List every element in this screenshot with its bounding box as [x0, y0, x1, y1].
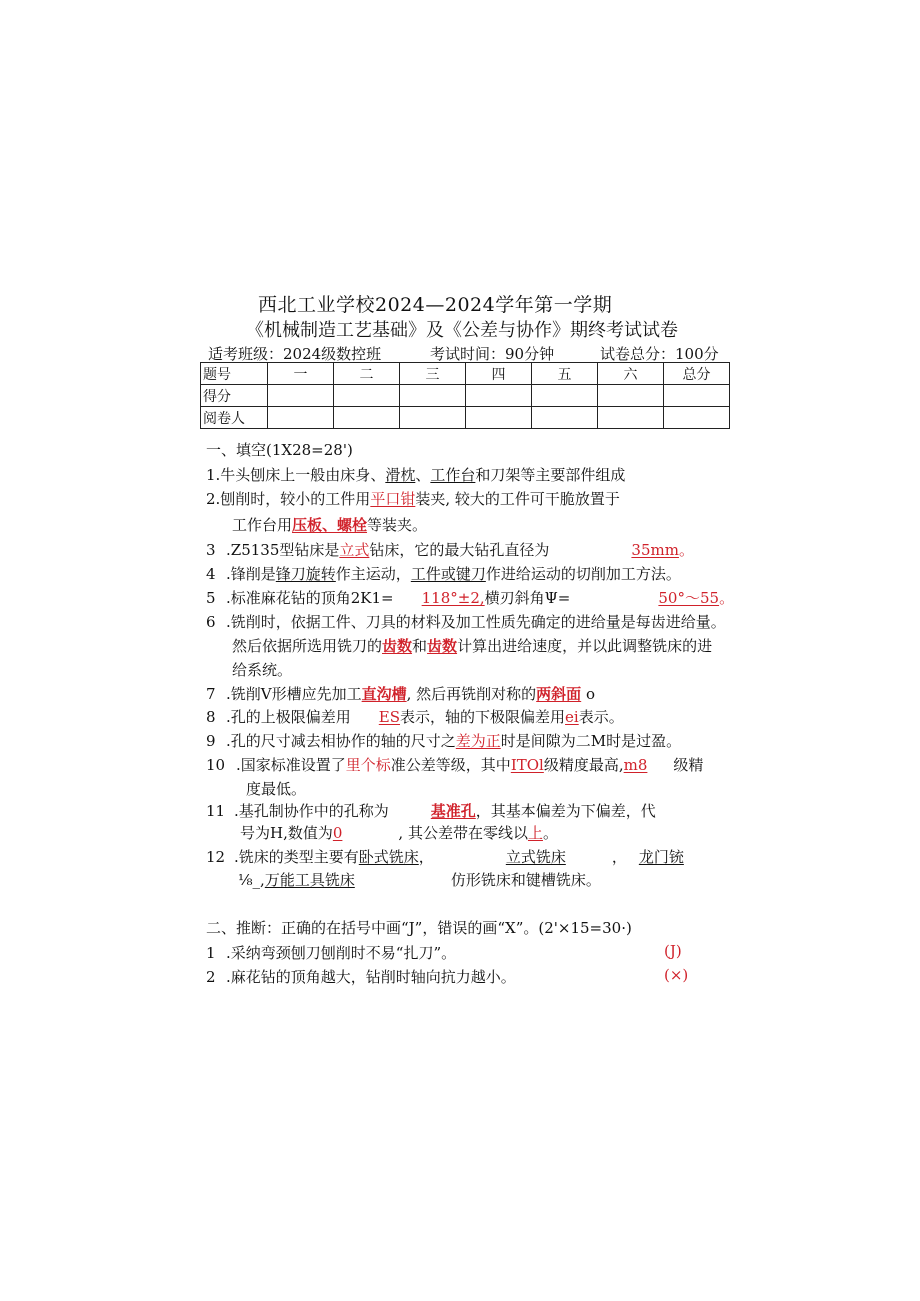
answer-blank: 35mm [631, 541, 679, 559]
table-cell[interactable] [532, 385, 598, 407]
question-text: o [581, 685, 595, 703]
question-text: 仿形铣床和键槽铣床。 [450, 871, 601, 889]
question-text: 。 [719, 589, 735, 607]
question-number: 6 [206, 613, 216, 631]
answer-blank: ES [378, 708, 401, 726]
question-text: 级精 [673, 756, 704, 774]
answer-blank: 锋刀旋转 [275, 565, 336, 583]
question-9 [206, 730, 681, 751]
school-title: 西北工业学校2024—2024学年第一学期 [258, 294, 613, 316]
question-8 [206, 706, 624, 727]
class-info: 适考班级：2024级数控班 [208, 345, 382, 363]
question-text: .Z5135型钻床是 [226, 541, 340, 559]
question-4 [206, 563, 681, 584]
answer-blank: ITOl [510, 756, 544, 774]
table-header-cell: 四 [466, 363, 532, 385]
table-cell[interactable] [664, 407, 730, 429]
question-text: 横刃斜角Ψ= [484, 589, 571, 607]
question-11-line2 [240, 822, 558, 843]
table-cell[interactable] [400, 385, 466, 407]
question-text: 和刀架等主要部件组成 [475, 466, 626, 484]
table-header-cell: 五 [532, 363, 598, 385]
question-text: .基孔制协作中的孔称为 [234, 802, 389, 820]
table-row [201, 407, 730, 429]
answer-blank: 万能工具铣床 [264, 871, 355, 889]
question-12 [206, 846, 684, 867]
table-header-cell: 三 [400, 363, 466, 385]
question-number: 10 [206, 756, 226, 774]
question-number: 12 [206, 848, 226, 866]
answer-blank: ei [565, 708, 579, 726]
question-text: 表示。 [578, 708, 624, 726]
answer-blank: 齿数 [427, 637, 458, 655]
question-text: .孔的尺寸减去相协作的轴的尺寸之 [226, 732, 456, 750]
question-text: .麻花钻的顶角越大，钻削时轴向抗力越小。 [226, 968, 516, 986]
judge-answer-2: (×) [664, 966, 689, 984]
answer-blank: 立式 [339, 541, 370, 559]
question-6 [206, 611, 726, 632]
question-text: 计算出进给速度，并以此调整铣床的进 [457, 637, 713, 655]
table-cell[interactable] [466, 385, 532, 407]
question-5 [206, 587, 734, 608]
answer-blank: 差为正 [455, 732, 501, 750]
question-number: 4 [206, 565, 216, 583]
answer-blank: 50°～55 [658, 589, 720, 607]
answer-blank: 平口钳 [370, 490, 416, 508]
question-text: 1.牛头刨床上一般由床身、 [206, 466, 386, 484]
question-2-continued [232, 514, 427, 535]
answer-blank: 0 [332, 824, 343, 842]
question-text: .标准麻花钻的顶角2K1= [226, 589, 394, 607]
question-text: ， [418, 848, 434, 866]
exam-title: 《机械制造工艺基础》及《公差与协作》期终考试试卷 [246, 320, 678, 341]
table-header-cell: 二 [334, 363, 400, 385]
question-10-line2: 度最低。 [246, 780, 307, 798]
question-text: ⅛_, [238, 871, 265, 889]
answer-blank: 基准孔 [430, 802, 476, 820]
question-3 [206, 539, 694, 560]
table-row [201, 385, 730, 407]
question-text: ，其基本偏差为下偏差，代 [475, 802, 656, 820]
question-text: .锋削是 [226, 565, 276, 583]
question-text: 作主运动， [335, 565, 411, 583]
question-1 [206, 464, 625, 485]
score-table-header-row [201, 363, 730, 385]
question-6-line3: 给系统。 [232, 661, 293, 679]
question-text: 、 [415, 466, 431, 484]
answer-blank: 卧式铣床 [358, 848, 419, 866]
answer-blank: 压板、螺栓 [292, 516, 368, 534]
table-cell[interactable] [400, 407, 466, 429]
question-text: 等装夹。 [367, 516, 428, 534]
table-header-cell: 一 [268, 363, 334, 385]
question-number: 8 [206, 708, 216, 726]
table-cell[interactable] [664, 385, 730, 407]
answer-blank: 工作台 [430, 466, 476, 484]
question-text: 2.刨削时，较小的工件用 [206, 490, 371, 508]
answer-blank: 118°±2, [421, 589, 485, 607]
table-cell[interactable] [532, 407, 598, 429]
judge-answer-1: (J) [664, 942, 682, 960]
question-10 [206, 754, 703, 775]
section1-title: 一、填空(1X28=28') [206, 441, 353, 459]
question-text: 。 [678, 541, 694, 559]
question-12-line2 [238, 869, 601, 890]
question-text: 装夹, 较大的工件可干脆放置于 [415, 490, 620, 508]
question-text: 号为H,数值为 [240, 824, 333, 842]
answer-blank: 滑枕 [385, 466, 416, 484]
question-text: 工作台用 [232, 516, 293, 534]
score-table [200, 362, 730, 429]
question-number: 11 [206, 802, 226, 820]
table-header-cell: 六 [598, 363, 664, 385]
question-text: 级精度最高, [543, 756, 624, 774]
judge-question-2 [206, 966, 516, 987]
section2-title: 二、推断：正确的在括号中画“J”，错误的画“X”。(2'×15=30·) [206, 919, 632, 937]
table-cell[interactable] [598, 407, 664, 429]
table-header-cell: 题号 [201, 363, 268, 385]
answer-blank: 两斜面 [536, 685, 582, 703]
table-cell[interactable] [466, 407, 532, 429]
question-11 [206, 800, 656, 821]
question-text: .铣削V形槽应先加工 [226, 685, 362, 703]
answer-blank: m8 [623, 756, 648, 774]
answer-blank: 齿数 [382, 637, 413, 655]
question-text: ， [611, 848, 627, 866]
question-text: .采纳弯颈刨刀刨削时不易“扎刀”。 [226, 944, 457, 962]
question-number: 2 [206, 968, 216, 986]
question-text: 时是间隙为二M时是过盈。 [500, 732, 682, 750]
judge-question-1 [206, 942, 456, 963]
table-cell[interactable] [268, 385, 334, 407]
table-cell[interactable] [268, 407, 334, 429]
row-label-score: 得分 [201, 385, 268, 407]
row-label-grader: 阅卷人 [201, 407, 268, 429]
question-text: .铣削时，依据工件、刀具的材料及加工性质先确定的进给量是每齿进给量。 [226, 613, 726, 631]
answer-blank: 工件或键刀 [410, 565, 486, 583]
answer-blank: 上 [527, 824, 543, 842]
question-number: 9 [206, 732, 216, 750]
question-text: .铣床的类型主要有 [234, 848, 359, 866]
question-text: 然后依据所选用铣刀的 [232, 637, 383, 655]
table-cell[interactable] [334, 407, 400, 429]
question-number: 1 [206, 944, 216, 962]
question-text: 和 [412, 637, 428, 655]
total-score-info: 试卷总分：100分 [600, 345, 719, 363]
question-number: 7 [206, 685, 216, 703]
answer-blank: 直沟槽 [361, 685, 407, 703]
question-text: .孔的上极限偏差用 [226, 708, 351, 726]
question-text: 。 [542, 824, 558, 842]
question-text: 作进给运动的切削加工方法。 [485, 565, 681, 583]
table-cell[interactable] [334, 385, 400, 407]
answer-blank: 里个标 [345, 756, 391, 774]
answer-blank: 龙门铳 [638, 848, 684, 866]
question-7 [206, 683, 595, 704]
question-text: 准公差等级，其中 [390, 756, 511, 774]
table-cell[interactable] [598, 385, 664, 407]
question-text: .国家标准设置了 [236, 756, 346, 774]
answer-blank: 立式铣床 [505, 848, 566, 866]
question-text: , 其公差带在零线以 [398, 824, 528, 842]
question-text: , 然后再铣削对称的 [406, 685, 537, 703]
question-text: 表示，轴的下极限偏差用 [400, 708, 566, 726]
time-info: 考试时间：90分钟 [430, 345, 555, 363]
question-text: 钻床，它的最大钻孔直径为 [369, 541, 550, 559]
question-number: 3 [206, 541, 216, 559]
question-2 [206, 488, 620, 509]
question-number: 5 [206, 589, 216, 607]
question-6-line2 [232, 635, 712, 656]
table-header-cell: 总分 [664, 363, 730, 385]
